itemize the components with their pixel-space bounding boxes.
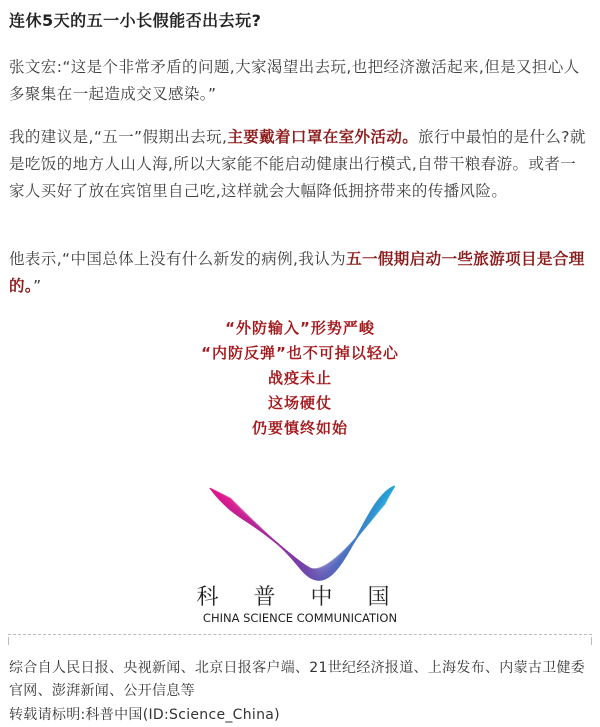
suggestion-emphasis: 主要戴着口罩在室外活动。 <box>227 128 419 146</box>
divider <box>8 634 592 649</box>
logo-wave-line <box>219 493 390 574</box>
logo-wave-line <box>229 497 386 569</box>
science-communication-logo <box>150 458 450 628</box>
slogan-line: “内防反弹”也不可掉以轻心 <box>201 344 399 362</box>
slogan-line: 这场硬仗 <box>267 394 332 412</box>
statement-emphasis: 五一假期启动一些旅游项目是合理的。 <box>9 250 585 295</box>
logo-wave-line <box>223 494 389 572</box>
suggestion-prefix: 我的建议是,“五一”假期出去玩, <box>9 128 228 146</box>
logo-wave-line <box>226 496 386 570</box>
paragraph-statement <box>9 246 589 300</box>
paragraph-zhang-quote: 张文宏:“这是个非常矛盾的问题,大家渴望出去玩,也把经济激活起来,但是又担心人多聚集在一起造成交叉感染。” <box>9 58 580 103</box>
slogan-line: 仍要慎终如始 <box>251 419 348 437</box>
logo-wave-line <box>230 498 385 569</box>
logo-wave-line <box>216 491 392 576</box>
footer-sources: 综合自人民日报、央视新闻、北京日报客户端、21世纪经济报道、上海发布、内蒙古卫健委官网、澎湃新闻、公开信息等 <box>9 660 586 699</box>
slogan-block <box>0 316 600 441</box>
logo-wave-graphic <box>210 486 395 580</box>
suggestion-suffix: 旅行中最怕的是什么?就是吃饭的地方人山人海,所以大家能不能启动健康出行模式,自带干粮春游。或者一家人买好了放在宾馆里自己吃,这样就会大幅降低拥挤带来的传播风险。 <box>9 128 586 200</box>
logo-wave-line <box>217 492 391 576</box>
logo-english-text: CHINA SCIENCE COMMUNICATION <box>202 611 398 625</box>
logo-wave-line <box>222 494 389 573</box>
paragraph-suggestion <box>9 124 589 205</box>
slogan-line: “外防输入”形势严峻 <box>225 319 375 337</box>
statement-prefix: 他表示,“中国总体上没有什么新发的病例,我认为 <box>9 250 347 268</box>
logo-chinese-text: 科 普 中 国 <box>196 585 404 610</box>
logo-wave-line <box>218 492 391 575</box>
logo-wave-line <box>224 495 388 572</box>
logo-wave-line <box>221 493 390 573</box>
footer-reprint-notice: 转载请标明:科普中国(ID:Science_China) <box>9 707 280 723</box>
logo-wave-line <box>228 497 387 570</box>
logo-wave-line <box>225 496 387 571</box>
statement-suffix: ” <box>33 277 42 295</box>
slogan-line: 战疫未止 <box>267 369 332 387</box>
article-title: 连休5天的五一小长假能否出去玩? <box>9 11 262 30</box>
